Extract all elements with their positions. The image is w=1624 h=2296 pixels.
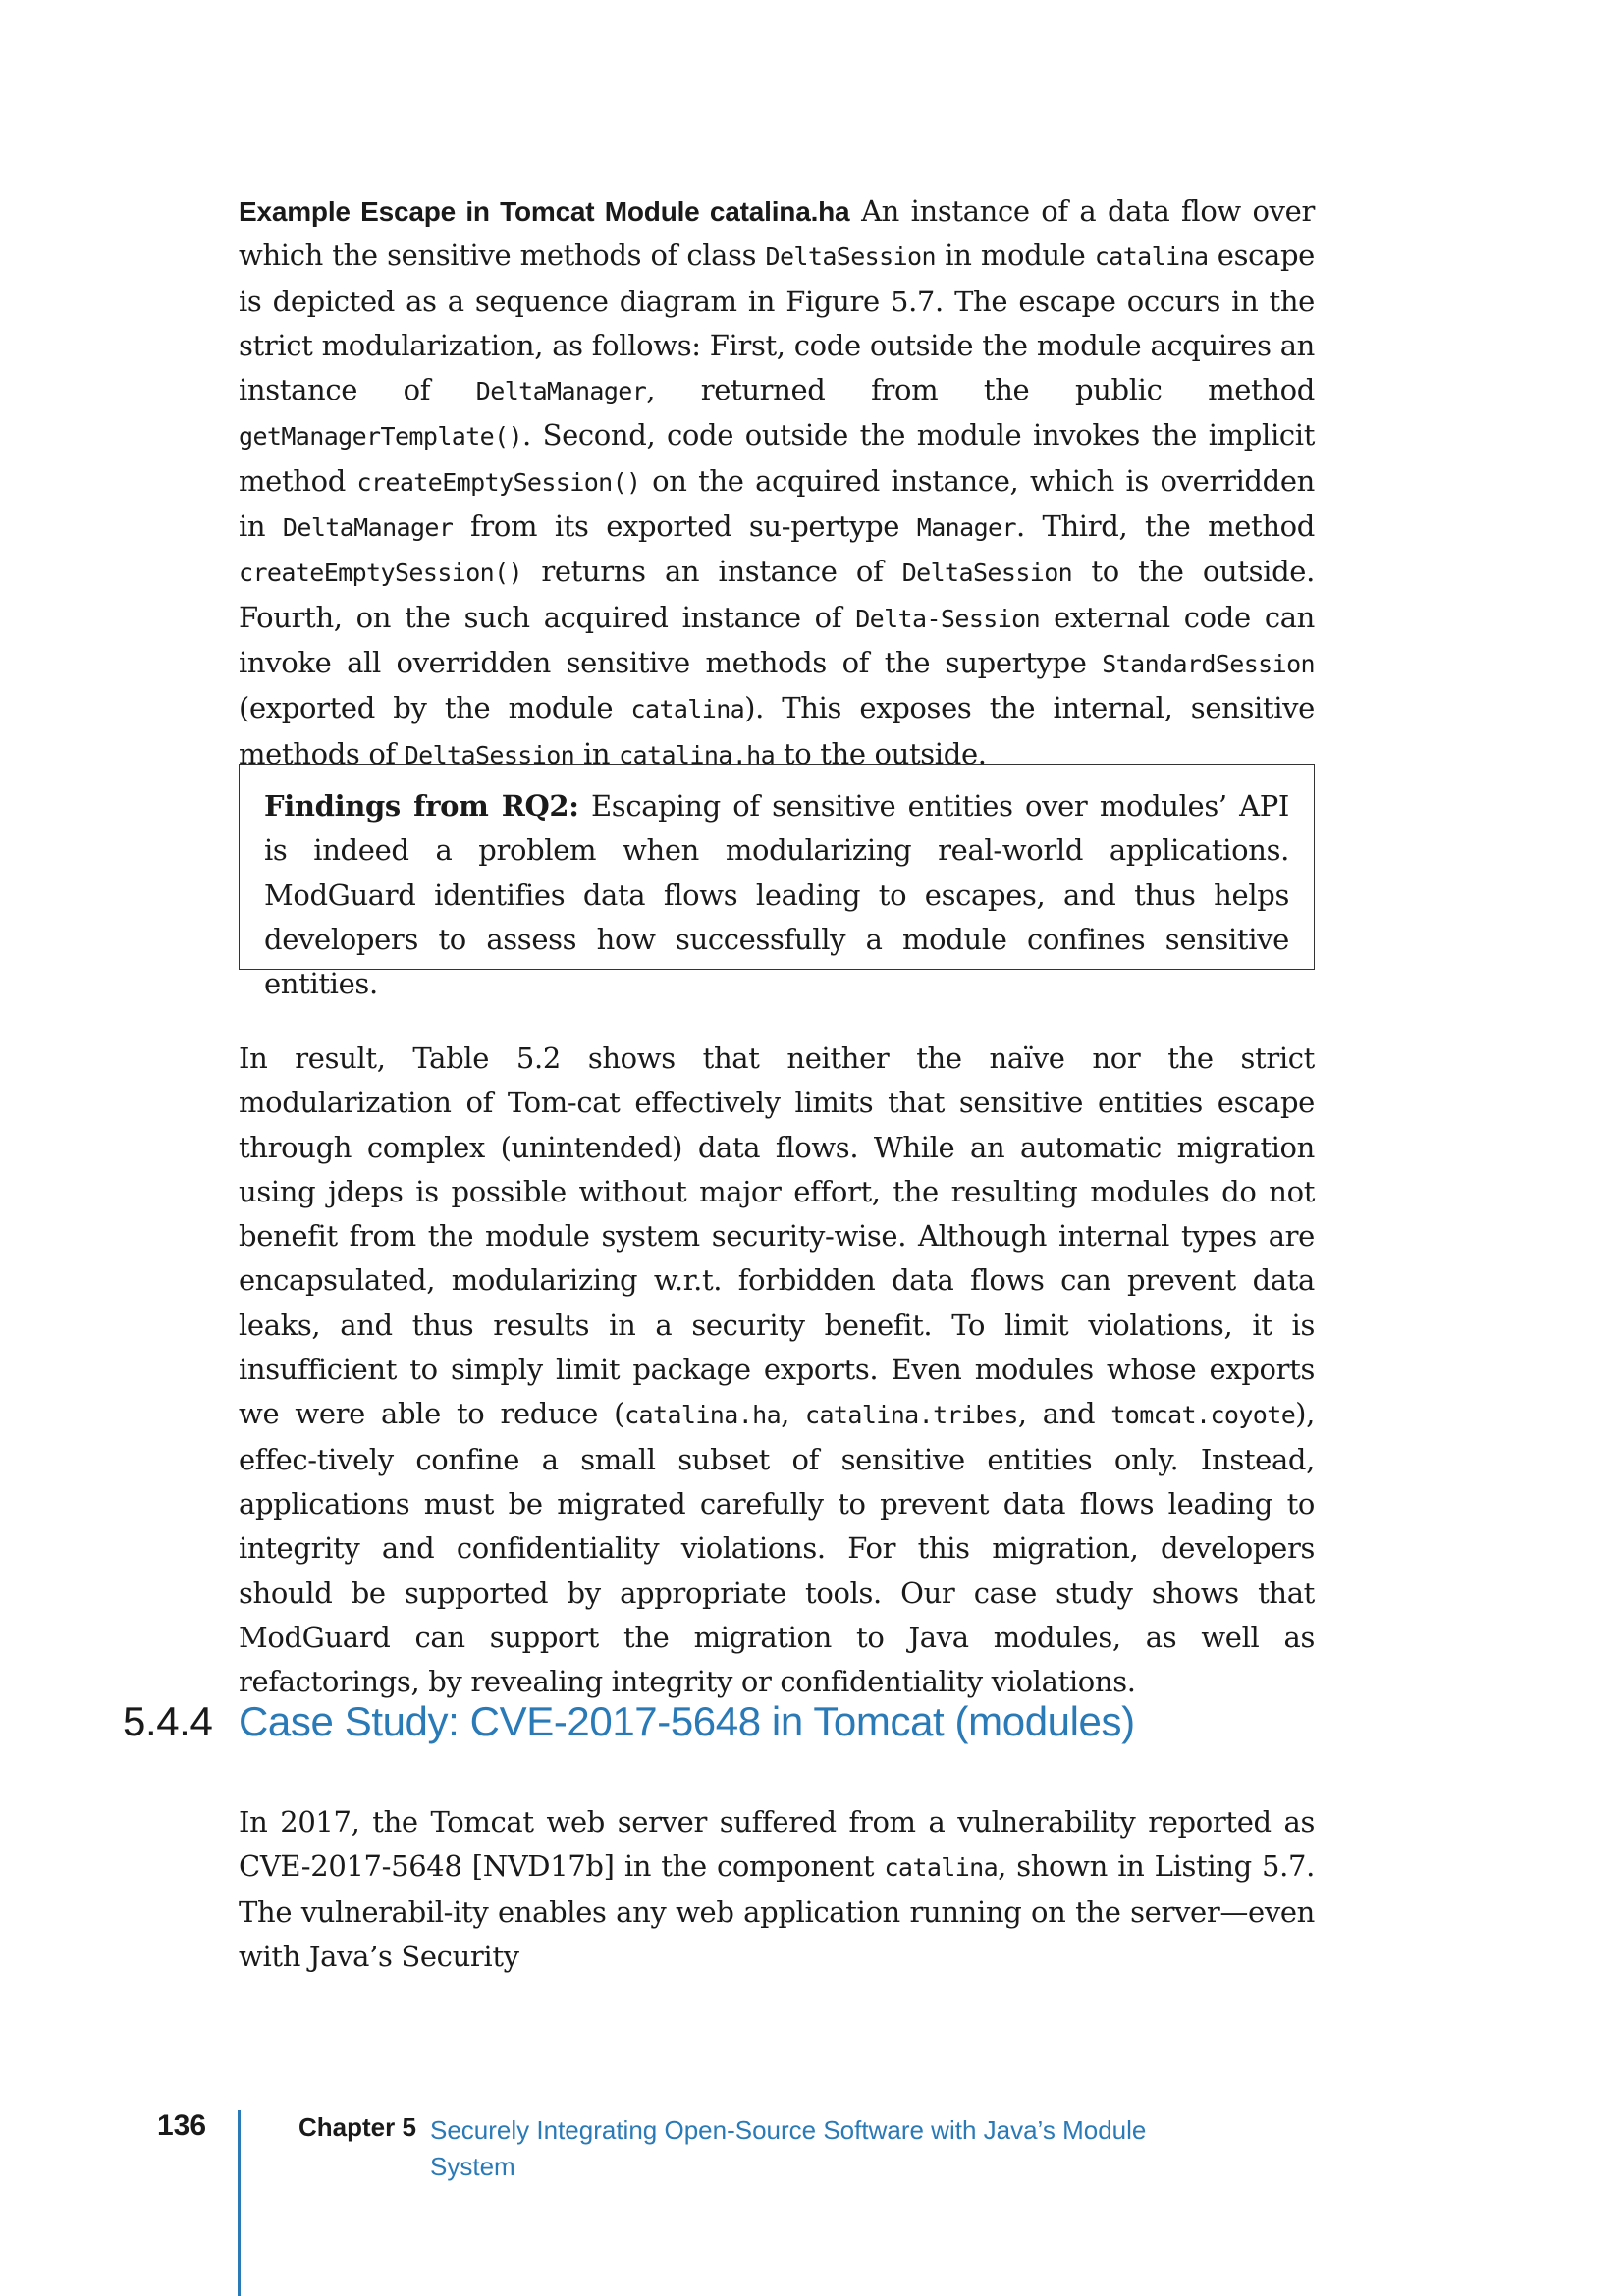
code-run: DeltaSession bbox=[765, 242, 936, 272]
code-run: DeltaSession bbox=[404, 740, 575, 770]
text-run: , bbox=[781, 1397, 806, 1431]
code-run: getManagerTemplate() bbox=[239, 422, 523, 452]
text-run: . Second, code outside the module invokes the implicit method bbox=[239, 418, 1315, 498]
chapter-label: Chapter 5 bbox=[298, 2112, 416, 2142]
chapter-title: Securely Integrating Open-Source Software with Java’s Module System bbox=[430, 2115, 1147, 2181]
paragraph-escape-example bbox=[239, 189, 1315, 777]
text-run: returns an instance of bbox=[522, 555, 902, 589]
code-run: createEmptySession() bbox=[356, 467, 641, 497]
text-run: in module bbox=[935, 239, 1095, 273]
text-run: ). This exposes the internal, sensitive methods of bbox=[239, 691, 1315, 771]
code-run: DeltaManager bbox=[475, 377, 647, 406]
text-run: In 2017, the Tomcat web server suffered from a vulnerability reported as CVE-2017-5648 [NVD17b] in the component bbox=[239, 1805, 1315, 1884]
text-run: An instance of a data flow over which the sensitive methods of class bbox=[239, 194, 1315, 273]
paragraph-heading: Example Escape in Tomcat Module catalina.ha bbox=[239, 196, 850, 227]
code-run: StandardSession bbox=[1102, 649, 1315, 678]
code-run: DeltaSession bbox=[901, 559, 1073, 588]
findings-box bbox=[239, 764, 1315, 1001]
code-run: catalina.tribes bbox=[805, 1401, 1018, 1430]
text-run: . Third, the method bbox=[1015, 509, 1315, 544]
paragraph-result bbox=[239, 1037, 1315, 1704]
paragraph-case-study bbox=[239, 1800, 1315, 1979]
code-run: catalina.ha bbox=[619, 740, 776, 770]
text-run: external code can invoke all overridden sensitive methods of the supertype bbox=[239, 600, 1315, 679]
code-run: Delta-Session bbox=[855, 604, 1041, 633]
text-run: from its exported su-pertype bbox=[453, 509, 917, 544]
code-run: createEmptySession() bbox=[239, 559, 523, 588]
text-run: escape is depicted as a sequence diagram in Figure 5.7. The escape occurs in the strict modularization, as follows: First, code outside the module acquires an instance of bbox=[239, 239, 1315, 407]
text-run: to the outside. Fourth, on the such acquired instance of bbox=[239, 555, 1315, 634]
text-run: In result, Table 5.2 shows that neither the naïve nor the strict modularization of Tom-cat effectively limits that sensitive entities escape through complex (unintended) data flows. While an automatic migration using jdeps is possible without major effort, the resulting modules do not benefit from the module system security-wise. Although internal types are encapsulated, modularizing w.r.t. forbidden data flows can prevent data leaks, and thus results in a security benefit. To limit violations, it is insufficient to simply limit package exports. Even modules whose exports we were able to reduce ( bbox=[239, 1041, 1315, 1431]
code-run: tomcat.coyote bbox=[1110, 1401, 1296, 1430]
text-run: ), effec-tively confine a small subset of sensitive entities only. Instead, applications must be migrated carefully to prevent data flows leading to integrity and confidentiality violations. For this migration, developers should be supported by appropriate tools. Our case study shows that ModGuard can support the migration to Java modules, as well as refactorings, by revealing integrity or confidentiality violations. bbox=[239, 1397, 1316, 1699]
text-run: in bbox=[574, 736, 620, 771]
code-run: catalina bbox=[884, 1853, 999, 1883]
code-run: DeltaManager bbox=[282, 513, 454, 543]
code-run: catalina bbox=[630, 695, 745, 724]
findings-body: Escaping of sensitive entities over modules’ API is indeed a problem when modularizing real-world applications. ModGuard identifies data flows leading to escapes, and thus helps developers to assess how successfully a module confines sensitive entities. bbox=[264, 789, 1289, 1001]
findings-text bbox=[264, 784, 1289, 1006]
section-title: Case Study: CVE-2017-5648 in Tomcat (modules) bbox=[239, 1698, 1135, 1744]
findings-label: Findings from RQ2: bbox=[264, 789, 579, 823]
section-heading bbox=[123, 1698, 1135, 1745]
text-run: (exported by the module bbox=[239, 691, 631, 725]
page-number: 136 bbox=[157, 2109, 207, 2142]
code-run: catalina bbox=[1094, 242, 1209, 272]
text-run: , shown in Listing 5.7. The vulnerabil-ity enables any web application running on the server—even with Java’s Security bbox=[239, 1849, 1315, 1973]
section-number: 5.4.4 bbox=[123, 1698, 213, 1744]
code-run: catalina.ha bbox=[624, 1401, 782, 1430]
code-run: Manager bbox=[916, 513, 1016, 543]
text-run: on the acquired instance, which is overridden in bbox=[239, 463, 1315, 544]
footer-rule bbox=[238, 2110, 241, 2296]
text-run: , returned from the public method bbox=[646, 373, 1315, 407]
text-run: to the outside. bbox=[775, 736, 987, 771]
text-run: , and bbox=[1017, 1397, 1111, 1431]
